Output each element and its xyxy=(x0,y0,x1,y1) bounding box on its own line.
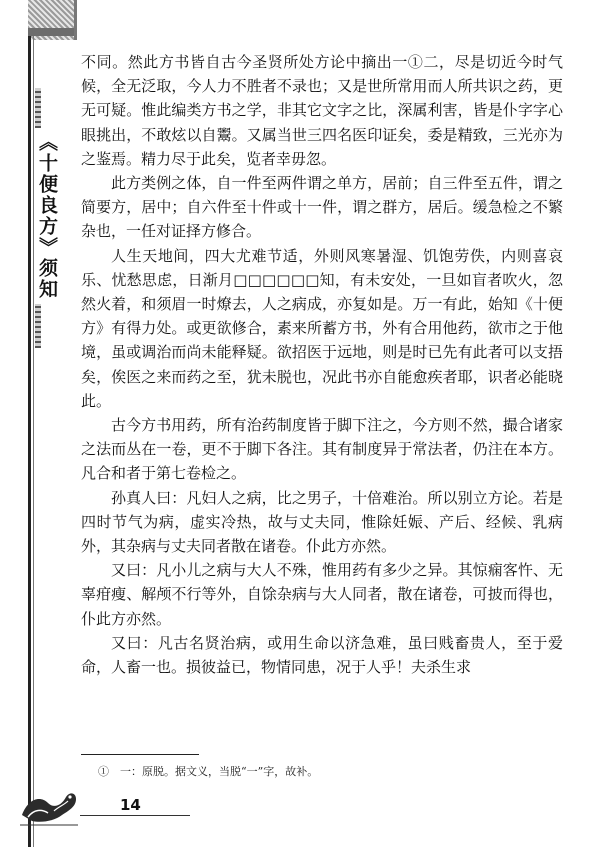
paragraph: 不同。然此方书皆自古今圣贤所处方论中摘出一①二，尽是切近今时气候，全无泛取，今人力不胜者不录也；又是世所常用而人所共识之药，更无可疑。惟此编类方书之学，非其它文字之比，深属利害，皆是仆字字心眼挑出，不敢炫以自鬻。又属当世三四名医印证矣，委是精致，三光亦为之鉴焉。精力尽于此矣，览者幸毋忽。 xyxy=(81,53,563,168)
body-text xyxy=(81,50,563,679)
footnote: ① 一：原脱。据文义，当脱“一”字，故补。 xyxy=(98,765,319,778)
paragraph: 人生天地间，四大尤难节适，外则风寒暑湿、饥饱劳佚，内则喜哀乐、忧愁思虑，日渐月□□□□□□知，有未安处，一旦如盲者吹火，忽然火着，和须眉一时燎去，人之病成，亦复如是。万一有此，始知《十便方》有得力处。或更欲修合，素来所蓄方书，外有合用他药，欲市之于他境，虽或调治而尚未能释疑。欲招医于远地，则是时已先有此者可以支捂矣，俟医之来而药之至，犹未脱也，况此书亦自能愈疾者耶，识者必能晓此。 xyxy=(81,246,563,410)
paragraph: 又曰：凡小儿之病与大人不殊，惟用药有多少之异。其惊痫客忤、无辜疳瘦、解颅不行等外，自馀杂病与大人同者，散在诸卷，可披而得也，仆此方亦然。 xyxy=(81,561,563,628)
paragraph: 又曰：凡古名贤治病，或用生命以济急难，虽曰贱畜贵人，至于爱命，人畜一也。损彼益已，物情同患，况于人乎！夫杀生求 xyxy=(81,633,563,677)
footnote-rule xyxy=(81,754,199,755)
running-title: 《十便良方》须知 xyxy=(34,128,61,304)
dragon-ornament-icon xyxy=(18,785,80,829)
page-number: 14 xyxy=(120,796,141,814)
left-rail xyxy=(28,36,31,847)
corner-ornament-bar xyxy=(28,28,74,36)
paragraph: 此方类例之体，自一件至两件谓之单方，居前；自三件至五件，谓之简要方，居中；自六件至十件或十一件，谓之群方，居后。缓急检之不繁杂也，一任对证择方修合。 xyxy=(81,174,563,241)
paragraph: 孙真人曰：凡妇人之病，比之男子，十倍难治。所以别立方论。若是四时节气为病，虚实冷热，故与丈夫同，惟除妊娠、产后、经候、乳病外，其杂病与丈夫同者散在诸卷。仆此方亦然。 xyxy=(81,488,563,556)
paragraph: 古今方书用药，所有治药制度皆于脚下注之，今方则不然，撮合诸家之法而丛在一卷，更不于脚下各注。其有制度异于常法者，仍注在本方。凡合和者于第七卷检之。 xyxy=(81,416,563,483)
footer-rule xyxy=(80,815,190,816)
